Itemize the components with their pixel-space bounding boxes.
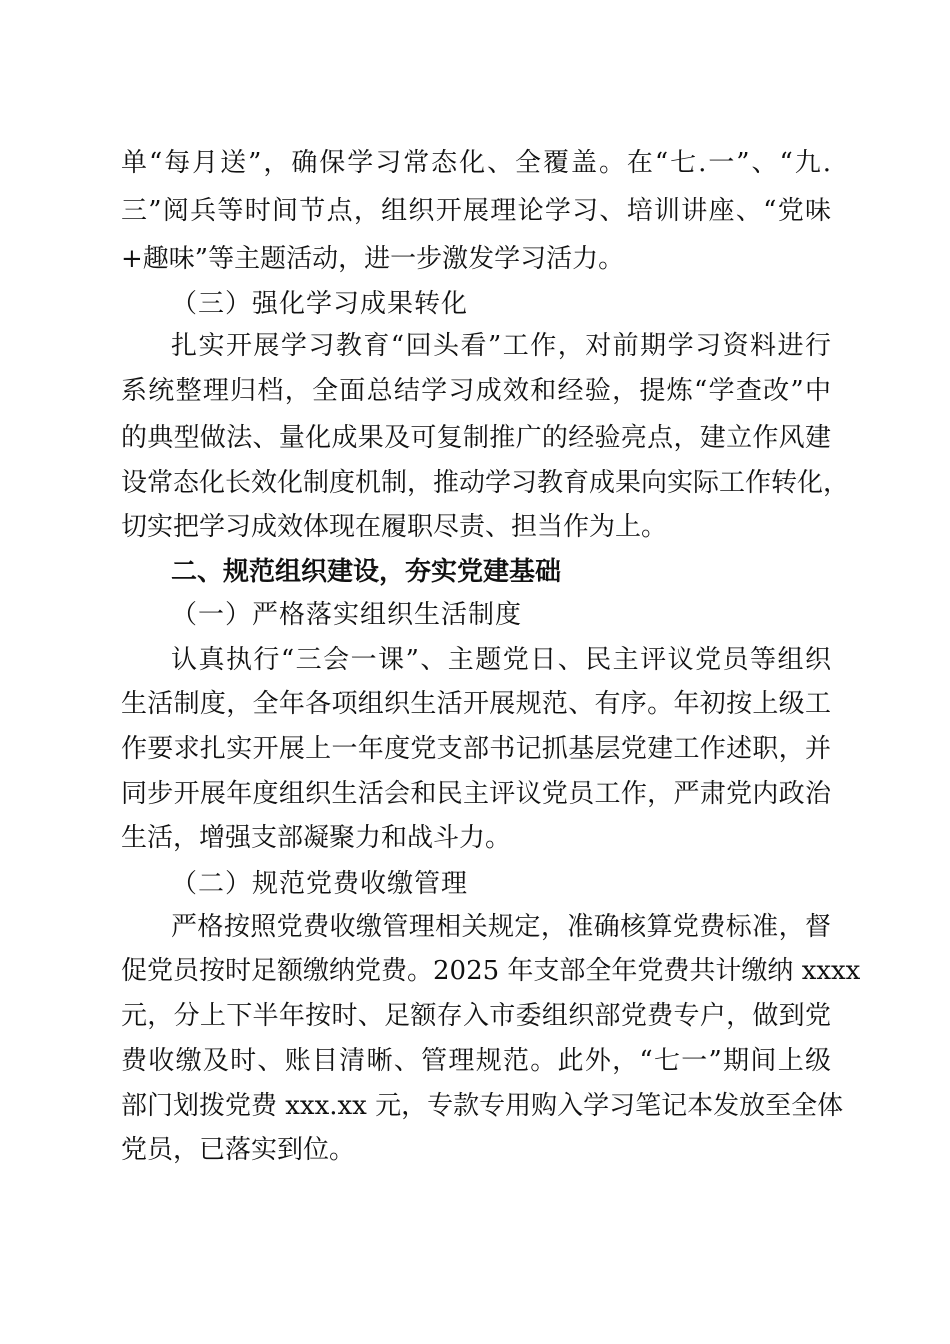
paragraph-line: 部门划拨党费 xxx.xx 元，专款专用购入学习笔记本发放至全体 [121, 1091, 844, 1121]
section-heading-1: （一）严格落实组织生活制度 [171, 600, 523, 630]
paragraph-line: 费收缴及时、账目清晰、管理规范。此外，“七一”期间上级 [121, 1046, 831, 1076]
paragraph-line: 生活制度，全年各项组织生活开展规范、有序。年初按上级工 [121, 689, 831, 719]
paragraph-line: 单“每月送”，确保学习常态化、全覆盖。在“七.一”、“九. [121, 148, 831, 178]
paragraph-line: 党员，已落实到位。 [121, 1135, 356, 1165]
paragraph-line: 促党员按时足额缴纳党费。2025 年支部全年党费共计缴纳 xxxx [121, 956, 861, 986]
paragraph-line: 切实把学习成效体现在履职尽责、担当作为上。 [121, 512, 668, 542]
paragraph-line: 的典型做法、量化成果及可复制推广的经验亮点，建立作风建 [121, 423, 831, 453]
paragraph-line: 扎实开展学习教育“回头看”工作，对前期学习资料进行 [171, 331, 831, 361]
section-heading-3: （三）强化学习成果转化 [171, 289, 469, 319]
paragraph-line: 系统整理归档，全面总结学习成效和经验，提炼“学查改”中 [121, 376, 831, 406]
paragraph-line: 作要求扎实开展上一年度党支部书记抓基层党建工作述职，并 [121, 734, 831, 764]
paragraph-line: 设常态化长效化制度机制，推动学习教育成果向实际工作转化， [121, 468, 850, 498]
paragraph-line: +趣味”等主题活动，进一步激发学习活力。 [121, 244, 625, 274]
paragraph-line: 认真执行“三会一课”、主题党日、民主评议党员等组织 [171, 645, 831, 675]
paragraph-line: 同步开展年度组织生活会和民主评议党员工作，严肃党内政治 [121, 779, 831, 809]
chapter-heading: 二、规范组织建设，夯实党建基础 [171, 557, 562, 587]
section-heading-2: （二）规范党费收缴管理 [171, 869, 469, 899]
paragraph-line: 严格按照党费收缴管理相关规定，准确核算党费标准，督 [171, 912, 831, 942]
paragraph-line: 元，分上下半年按时、足额存入市委组织部党费专户，做到党 [121, 1001, 831, 1031]
paragraph-line: 三”阅兵等时间节点，组织开展理论学习、培训讲座、“党味 [121, 196, 831, 226]
paragraph-line: 生活，增强支部凝聚力和战斗力。 [121, 823, 512, 853]
